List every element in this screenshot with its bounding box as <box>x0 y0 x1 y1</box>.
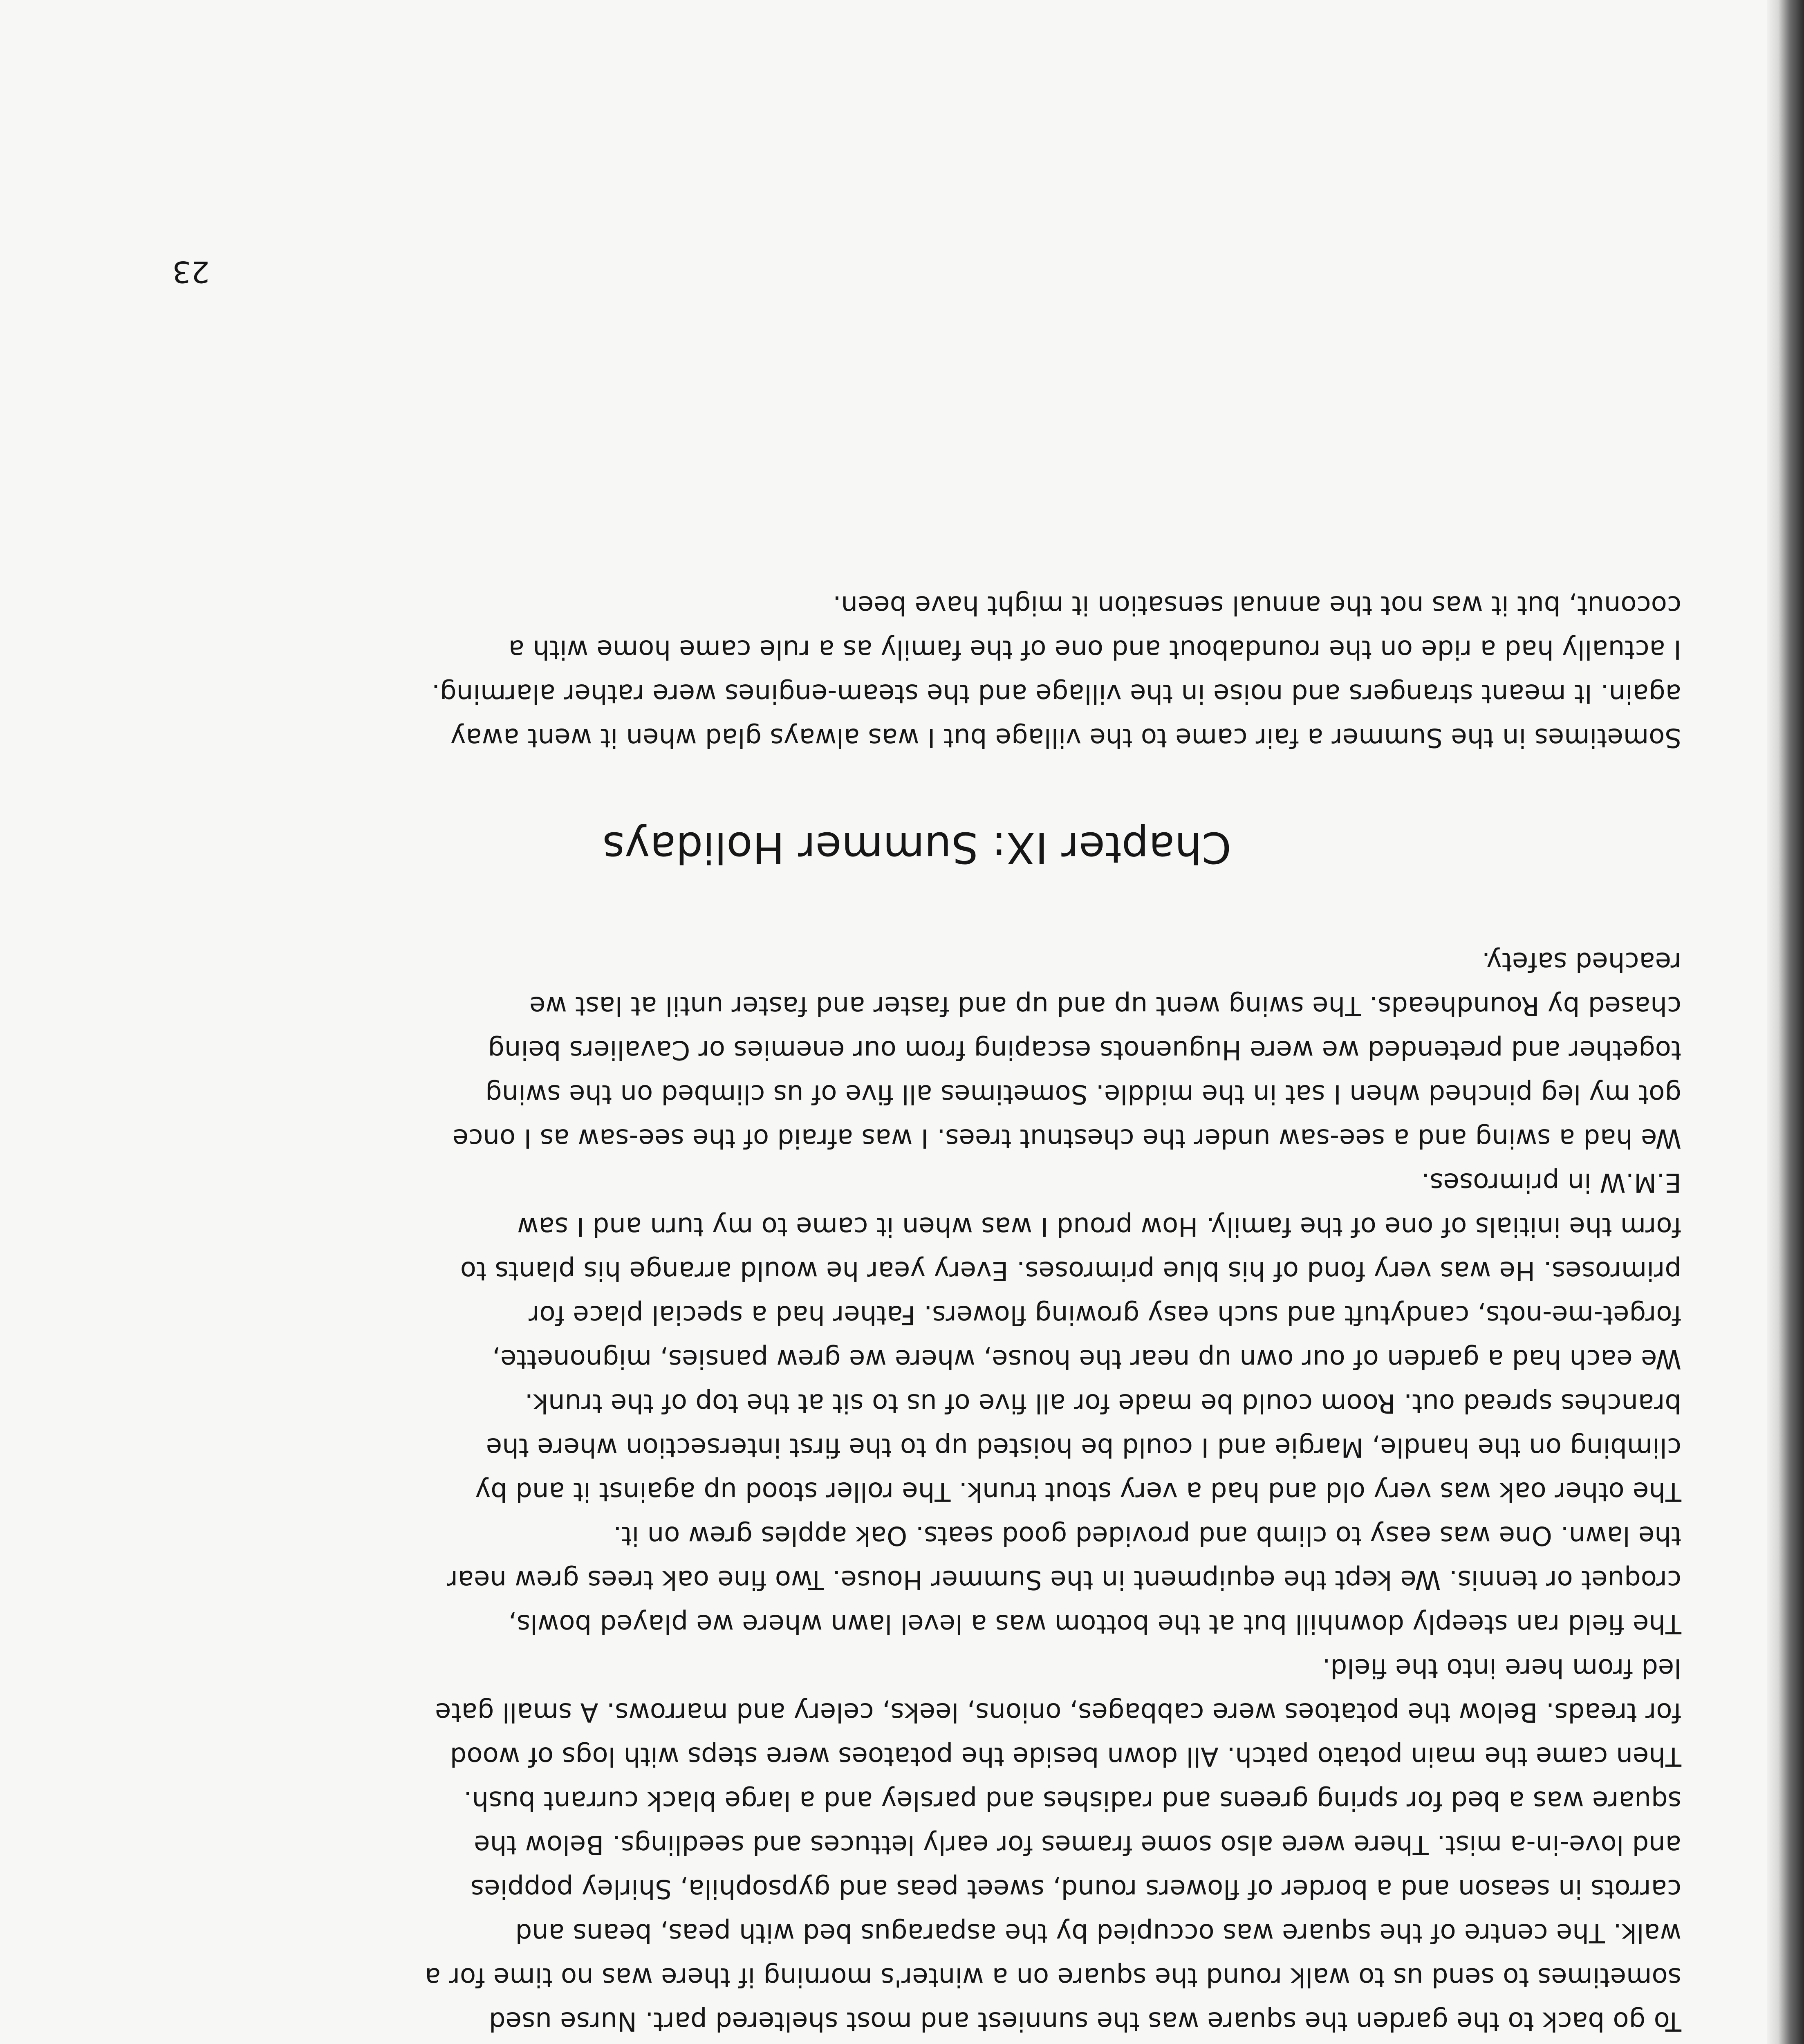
paragraph: We each had a garden of our own up near the house, where we grew pansies, mignonette, forget-me-nots, candytuft and such easy growing flowers. Father had a special place for primroses. He was very fond of his blue primroses. Every year he would arrange his plants to form the initials of one of the family. How proud I was when it came to my turn and I saw E.M.W in primroses. <box>460 1167 1681 1374</box>
paragraph: We had a swing and a see-saw under the chestnut trees. I was afraid of the see-saw as I once got my leg pinched when I sat in the middle. Sometimes all five of us climbed on the swing together and pretended we were Huguenots escaping from our enemies or Cavaliers being chased by Roundheads. The swing went up and up and faster and faster until at last we reached safety. <box>452 946 1681 1153</box>
text-body <box>152 583 1681 2044</box>
chapter-title: Chapter IX: Summer Holidays <box>602 823 1232 872</box>
paragraph: The field ran steeply downhill but at the bottom was a level lawn where we played bowls, croquet or tennis. We kept the equipment in the Summer House. Two fine oak trees grew near the lawn. One was easy to climb and provided good seats. Oak apples grew on it. The other oak was very old and had a very stout trunk. The roller stood up against it and by climbing on the handle, Margie and I could be hoisted up to the first intersection where the branches spread out. Room could be made for all five of us to sit at the top of the trunk. <box>447 1388 1681 1639</box>
paragraph: To go back to the garden the square was the sunniest and most sheltered part. Nurse used sometimes to send us to walk round the square on a winter's morning if there was no time for a walk. The centre of the square was occupied by the asparagus bed with peas, beans and carrots in season and a border of flowers round, sweet peas and gypsophila, Shirley poppies and love-in-a mist. There were also some frames for early lettuces and seedlings. Below the square was a bed for spring greens and radishes and parsley and a large black currant bush. Then came the main potato patch. All down beside the potatoes were steps with logs of wood for treads. Below the potatoes were cabbages, onions, leeks, celery and marrows. A small gate led from here into the field. <box>425 1653 1681 2036</box>
page-number: 23 <box>172 255 210 289</box>
scan-shadow-edge <box>1767 0 1804 2044</box>
paragraph: Sometimes in the Summer a fair came to the village but I was always glad when it went away again. It meant strangers and noise in the village and the steam-engines were rather alarming. I actually had a ride on the roundabout and one of the family as a rule came home with a coconut, but it was not the annual sensation it might have been. <box>431 590 1681 753</box>
